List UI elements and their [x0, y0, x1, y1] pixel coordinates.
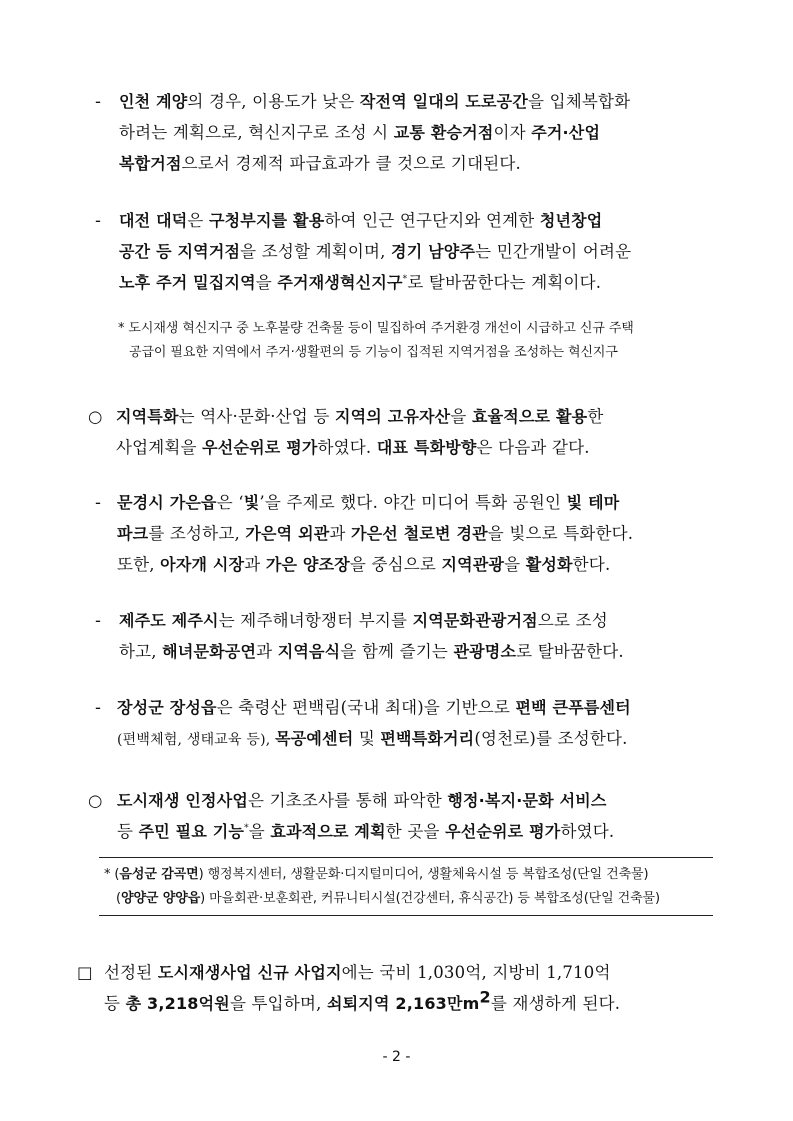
paragraph-line [119, 117, 630, 148]
text: 과 [256, 642, 278, 661]
text: 를 재생하게 된다. [490, 994, 621, 1013]
keyword: 해녀문화공연 [162, 642, 257, 661]
paragraph-line [119, 636, 624, 667]
paragraph-line [119, 148, 630, 179]
text: 으로 조성 [537, 611, 608, 630]
paragraph-daejeon-namyangju [119, 205, 631, 298]
text: (편백체험, 생태교육 등), [117, 732, 276, 748]
footnote-line: * 도시재생 혁신지구 중 노후불량 건축물 등이 밀집하여 주거환경 개선이 시급하고 신규 주택 [118, 321, 634, 336]
keyword: 빛 테마 [566, 493, 620, 512]
text: ) 행정복지센터, 생활문화·디지털미디어, 생활체육시설 등 복합조성(단일 건축물) [198, 867, 649, 882]
text: 의 경우, 이용도가 낮은 [187, 92, 360, 111]
page-number: - 2 - [382, 1049, 411, 1065]
text: 는 역사·문화·산업 등 [178, 407, 335, 426]
paragraph-line [117, 518, 633, 549]
paragraph-line [117, 549, 633, 580]
text: 을 빛으로 특화한다. [487, 524, 634, 543]
keyword: 경기 남양주 [391, 242, 476, 261]
paragraph-jeju [119, 605, 624, 667]
text: 하고, [119, 642, 163, 661]
keyword: 우선순위로 평가 [202, 438, 318, 457]
text: 은 기초조사를 통해 파악한 [248, 791, 448, 810]
paragraph-budget [104, 957, 620, 1019]
paragraph-mungyeong [117, 487, 633, 580]
keyword: 지역문화관광거점 [412, 611, 538, 630]
dash-bullet: - [95, 211, 101, 230]
paragraph-line [119, 605, 624, 636]
text: 사업계획을 [116, 438, 203, 457]
text: 및 [353, 729, 381, 748]
keyword: 교통 환승거점 [393, 123, 494, 142]
keyword: 도시재생사업 신규 사업지 [157, 963, 342, 982]
footnote-line [104, 887, 660, 911]
note-top-rule [99, 857, 713, 858]
keyword: 효율적으로 활용 [471, 407, 588, 426]
keyword: 가은역 외관 [245, 524, 330, 543]
text: 로 탈바꿈한다는 계획이다. [407, 273, 602, 292]
paragraph-line [104, 957, 620, 988]
keyword: 청년창업 [539, 211, 603, 230]
keyword: 빛 [243, 493, 260, 512]
text: (영천로)를 조성한다. [474, 729, 628, 748]
keyword: 지역음식 [277, 642, 341, 661]
paragraph-line [117, 692, 631, 723]
paragraph-jangseong [117, 692, 631, 754]
text: 은 ‘ [216, 493, 244, 512]
paragraph-line [116, 432, 603, 463]
keyword: 장성군 장성읍 [117, 698, 217, 717]
text: 과 [329, 524, 351, 543]
keyword: 가은선 철로변 경관 [351, 524, 488, 543]
text: 하여 인근 연구단지와 연계한 [324, 211, 540, 230]
paragraph-line [117, 816, 614, 847]
paragraph-certified-projects [117, 785, 614, 847]
text: 을 [450, 407, 472, 426]
keyword: 대표 특화방향 [376, 438, 477, 457]
box-bullet: □ [77, 963, 93, 982]
text: 한 [587, 407, 604, 426]
footnote-mark: * [402, 274, 408, 285]
dash-bullet: - [95, 92, 101, 111]
text: * ( [104, 867, 120, 882]
keyword: 가은 양조장 [265, 555, 350, 574]
keyword: 지역관광 [441, 555, 505, 574]
paragraph-regional-specialization [116, 401, 603, 463]
paragraph-incheon-gyeyang [119, 86, 630, 179]
keyword: 인천 계양 [119, 92, 188, 111]
footnote-mark: * [244, 823, 249, 834]
paragraph-line [117, 487, 633, 518]
keyword: 편백특화거리 [380, 729, 475, 748]
paragraph-line [117, 785, 614, 816]
text: 을 함께 즐기는 [340, 642, 454, 661]
text: 또한, [117, 555, 161, 574]
text: 을 입체복합화 [528, 92, 631, 111]
paragraph-line [119, 86, 630, 117]
keyword: 효과적으로 계획 [270, 822, 386, 841]
text: 을 [255, 273, 278, 292]
keyword: 활성화 [525, 555, 573, 574]
keyword: 대전 대덕 [119, 211, 188, 230]
superscript: 2 [479, 987, 491, 1007]
keyword: 작전역 일대의 도로공간 [359, 92, 528, 111]
keyword: 음성군 감곡면 [119, 867, 199, 882]
keyword: 주거재생혁신지구 [277, 273, 403, 292]
text: 는 민간개발이 어려운 [475, 242, 632, 261]
text: 을 [504, 555, 526, 574]
paragraph-line [119, 267, 631, 298]
keyword: 목공예센터 [275, 729, 354, 748]
dash-bullet: - [95, 611, 101, 630]
paragraph-line [119, 205, 631, 236]
text: 은 [187, 211, 209, 230]
text: 를 조성하고, [148, 524, 246, 543]
keyword: 복합거점 [119, 154, 182, 173]
paragraph-line [119, 236, 631, 267]
keyword: 쇠퇴지역 2,163만m [326, 994, 480, 1013]
text: 등 [104, 994, 126, 1013]
keyword: 문경시 가은읍 [117, 493, 217, 512]
keyword: 노후 주거 밀집지역 [119, 273, 256, 292]
text: ) 마을회관·보훈회관, 커뮤니티시설(건강센터, 휴식공간) 등 복합조성(단일 건축물) [200, 891, 660, 906]
keyword: 우선순위로 평가 [445, 822, 561, 841]
keyword: 관광명소 [453, 642, 517, 661]
keyword: 구청부지를 활용 [209, 211, 325, 230]
keyword: 제주도 제주시 [119, 611, 219, 630]
footnote-line [104, 863, 660, 887]
keyword: 공간 등 지역거점 [119, 242, 241, 261]
text: 선정된 [104, 963, 158, 982]
keyword: 총 3,218억원 [125, 994, 230, 1013]
text: 을 조성할 계획이며, [240, 242, 392, 261]
text: 로 탈바꿈한다. [516, 642, 624, 661]
paragraph-line [104, 988, 620, 1019]
keyword: 아자개 시장 [160, 555, 245, 574]
footnote-examples [104, 863, 660, 911]
keyword: 편백 큰푸름센터 [515, 698, 631, 717]
keyword: 지역의 고유자산 [334, 407, 451, 426]
dash-bullet: - [95, 493, 101, 512]
keyword: 파크 [117, 524, 149, 543]
text: 과 [244, 555, 266, 574]
paragraph-line [116, 401, 603, 432]
keyword: 도시재생 인정사업 [117, 791, 249, 810]
keyword: 양양군 양양읍 [120, 891, 201, 906]
text: 은 다음과 같다. [476, 438, 590, 457]
text: 이자 [493, 123, 532, 142]
dash-bullet: - [95, 698, 101, 717]
text: ’을 주제로 했다. 야간 미디어 특화 공원인 [259, 493, 567, 512]
text: ( [116, 891, 121, 906]
text: 한다. [572, 555, 611, 574]
keyword: 주거·산업 [531, 123, 601, 142]
text: 을 투입하며, [229, 994, 327, 1013]
paragraph-line [117, 723, 631, 754]
footnote-innovation-district [118, 317, 634, 365]
text: 을 중심으로 [349, 555, 442, 574]
footnote-line: 공급이 필요한 지역에서 주거·생활편의 등 기능이 집적된 지역거점을 조성하는 혁신지구 [129, 345, 618, 360]
keyword: 주민 필요 기능 [138, 822, 245, 841]
text: 등 [117, 822, 139, 841]
circle-bullet: ○ [88, 407, 103, 426]
text: 으로서 경제적 파급효과가 클 것으로 기대된다. [181, 154, 521, 173]
circle-bullet: ○ [88, 791, 103, 810]
note-bottom-rule [99, 915, 713, 916]
text: 하였다. [317, 438, 377, 457]
text: 는 제주해녀항쟁터 부지를 [218, 611, 413, 630]
text: 한 곳을 [385, 822, 446, 841]
text: 을 [248, 822, 271, 841]
text: 에는 국비 1,030억, 지방비 1,710억 [341, 963, 611, 982]
text: 하였다. [560, 822, 615, 841]
text: 하려는 계획으로, 혁신지구로 조성 시 [119, 123, 394, 142]
keyword: 행정·복지·문화 서비스 [447, 791, 607, 810]
text: 은 축령산 편백림(국내 최대)을 기반으로 [216, 698, 516, 717]
keyword: 지역특화 [116, 407, 179, 426]
